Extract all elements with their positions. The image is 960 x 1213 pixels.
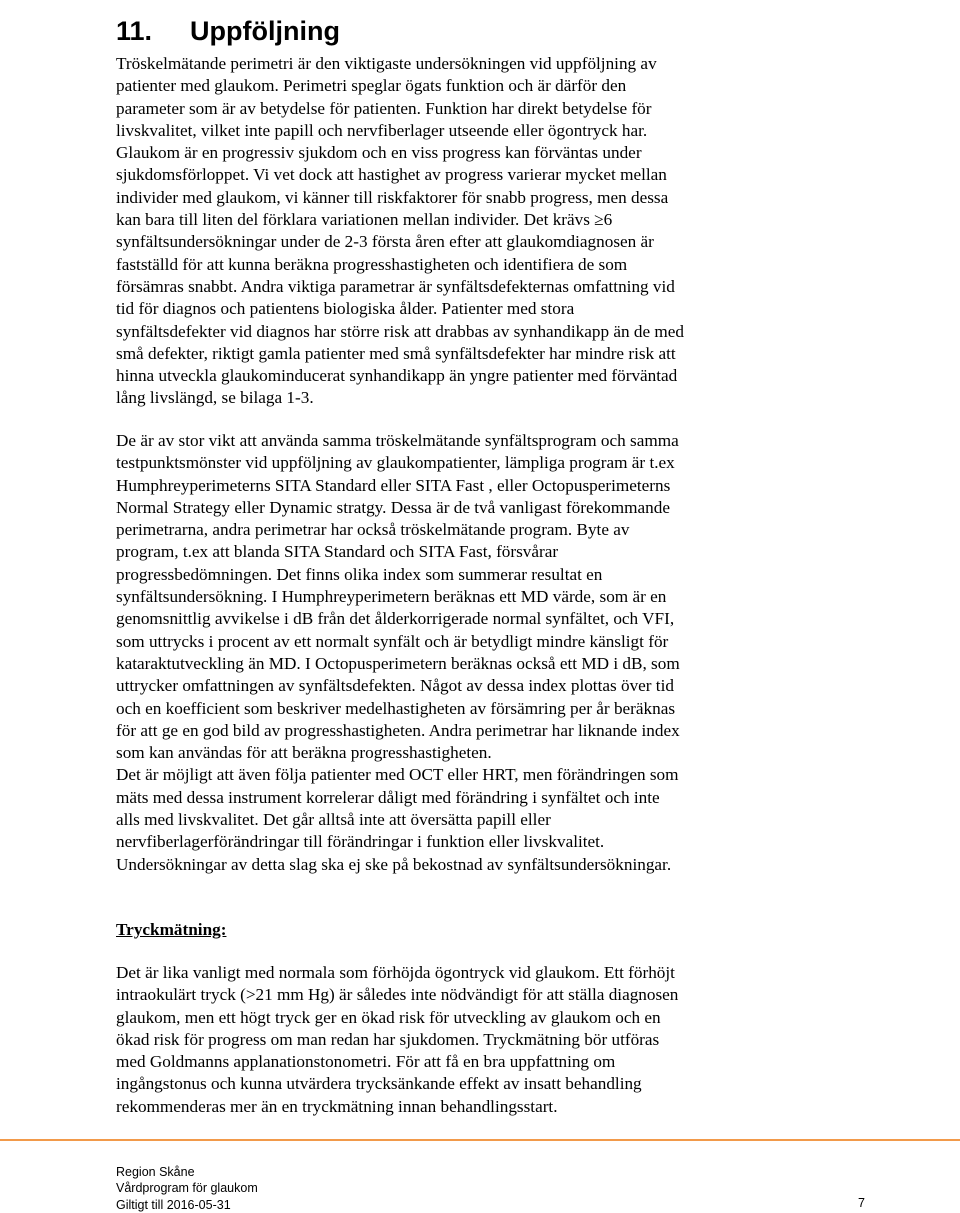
text-line: och en koefficient som beskriver medelhastigheten av försämring per år beräknas xyxy=(116,698,676,718)
text-line: fastställd för att kunna beräkna progresshastigheten och identifiera de som xyxy=(116,254,628,274)
paragraph-perimetry-programs xyxy=(116,430,776,876)
paragraph-pressure-measurement xyxy=(116,962,776,1118)
text-line: intraokulärt tryck (>21 mm Hg) är således inte nödvändigt för att ställa diagnosen xyxy=(116,985,679,1005)
text-line: Humphreyperimeterns SITA Standard eller SITA Fast , eller Octopusperimeterns xyxy=(116,475,671,495)
text-line: De är av stor vikt att använda samma tröskelmätande synfältsprogram och samma xyxy=(116,431,679,450)
text-line: Glaukom är en progressiv sjukdom och en viss progress kan förväntas under xyxy=(116,143,642,163)
text-line: livskvalitet, vilket inte papill och nervfiberlager utseende eller ögontryck har. xyxy=(116,120,648,140)
text-line: synfältsdefekter vid diagnos har större risk att drabbas av synhandikapp än de med xyxy=(116,321,684,341)
section-number: 11. xyxy=(116,16,153,47)
text-line: lång livslängd, se bilaga 1-3. xyxy=(116,388,314,408)
text-line: program, t.ex att blanda SITA Standard och SITA Fast, försvårar xyxy=(116,542,559,562)
text-line: uttrycker omfattningen av synfältsdefekten. Något av dessa index plottas över tid xyxy=(116,676,674,696)
footer-divider xyxy=(0,1139,960,1141)
text-line: med Goldmanns applanationstonometri. För att få en bra uppfattning om xyxy=(116,1052,616,1072)
text-line: nervfiberlagerförändringar till förändringar i funktion eller livskvalitet. xyxy=(116,832,605,852)
text-line: tid för diagnos och patientens biologiska ålder. Patienter med stora xyxy=(116,299,575,319)
text-line: parameter som är av betydelse för patienten. Funktion har direkt betydelse för xyxy=(116,98,652,118)
text-line: försämras snabbt. Andra viktiga parametrar är synfältsdefekternas omfattning vid xyxy=(116,276,675,296)
footer xyxy=(116,1164,258,1213)
text-line: glaukom, men ett högt tryck ger en ökad risk för utveckling av glaukom och en xyxy=(116,1007,661,1027)
text-line: alls med livskvalitet. Det går alltså inte att översätta papill eller xyxy=(116,810,551,830)
text-line: hinna utveckla glaukominducerat synhandikapp än yngre patienter med förväntad xyxy=(116,366,678,386)
text-line: Normal Strategy eller Dynamic stratgy. Dessa är de två vanligast förekommande xyxy=(116,497,670,517)
text-line: rekommenderas mer än en tryckmätning innan behandlingsstart. xyxy=(116,1096,558,1116)
text-line: patienter med glaukom. Perimetri speglar ögats funktion och är därför den xyxy=(116,76,627,96)
text-line: ingångstonus och kunna utvärdera trycksänkande effekt av insatt behandling xyxy=(116,1074,642,1094)
text-line: Undersökningar av detta slag ska ej ske på bekostnad av synfältsundersökningar. xyxy=(116,854,672,874)
footer-document-title: Vårdprogram för glaukom xyxy=(116,1181,258,1196)
text-line: sjukdomsförloppet. Vi vet dock att hastighet av progress varierar mycket mellan xyxy=(116,165,667,185)
text-line: Tröskelmätande perimetri är den viktigaste undersökningen vid uppföljning av xyxy=(116,54,657,73)
text-line: kan bara till liten del förklara variationen mellan individer. Det krävs ≥6 xyxy=(116,210,613,230)
section-heading xyxy=(116,18,340,45)
page-number: 7 xyxy=(858,1196,865,1210)
paragraph-follow-up xyxy=(116,53,776,410)
text-line: kataraktutveckling än MD. I Octopusperimetern beräknas också ett MD i dB, som xyxy=(116,653,680,673)
text-line: för att ge en god bild av progresshastigheten. Andra perimetrar har liknande index xyxy=(116,720,680,740)
text-line: som kan användas för att beräkna progresshastigheten. xyxy=(116,743,492,763)
footer-organization: Region Skåne xyxy=(116,1165,195,1179)
text-line: synfältsundersökningar under de 2-3 första åren efter att glaukomdiagnosen är xyxy=(116,232,654,252)
text-line: mäts med dessa instrument korrelerar dåligt med förändring i synfältet och inte xyxy=(116,787,660,807)
text-line: progressbedömningen. Det finns olika index som summerar resultat en xyxy=(116,564,603,584)
section-title: Uppföljning xyxy=(190,16,340,47)
text-line: som uttrycks i procent av ett normalt synfält och är betydligt mindre känsligt för xyxy=(116,631,669,651)
text-line: testpunktsmönster vid uppföljning av glaukompatienter, lämpliga program är t.ex xyxy=(116,453,675,473)
text-line: små defekter, riktigt gamla patienter med små synfältsdefekter har mindre risk att xyxy=(116,343,676,363)
footer-valid-until: Giltigt till 2016-05-31 xyxy=(116,1197,231,1212)
subheading-pressure-measurement: Tryckmätning: xyxy=(116,920,227,939)
text-line: Det är möjligt att även följa patienter med OCT eller HRT, men förändringen som xyxy=(116,765,679,785)
text-line: genomsnittlig avvikelse i dB från det ålderkorrigerade normal synfältet, och VFI, xyxy=(116,609,675,629)
text-line: individer med glaukom, vi känner till riskfaktorer för snabb progress, men dessa xyxy=(116,187,669,207)
text-line: ökad risk för progress om man redan har sjukdomen. Tryckmätning bör utföras xyxy=(116,1029,660,1049)
text-line: perimetrarna, andra perimetrar har också tröskelmätande program. Byte av xyxy=(116,520,630,540)
text-line: synfältsundersökning. I Humphreyperimetern beräknas ett MD värde, som är en xyxy=(116,587,667,607)
text-line: Det är lika vanligt med normala som förhöjda ögontryck vid glaukom. Ett förhöjt xyxy=(116,963,675,982)
